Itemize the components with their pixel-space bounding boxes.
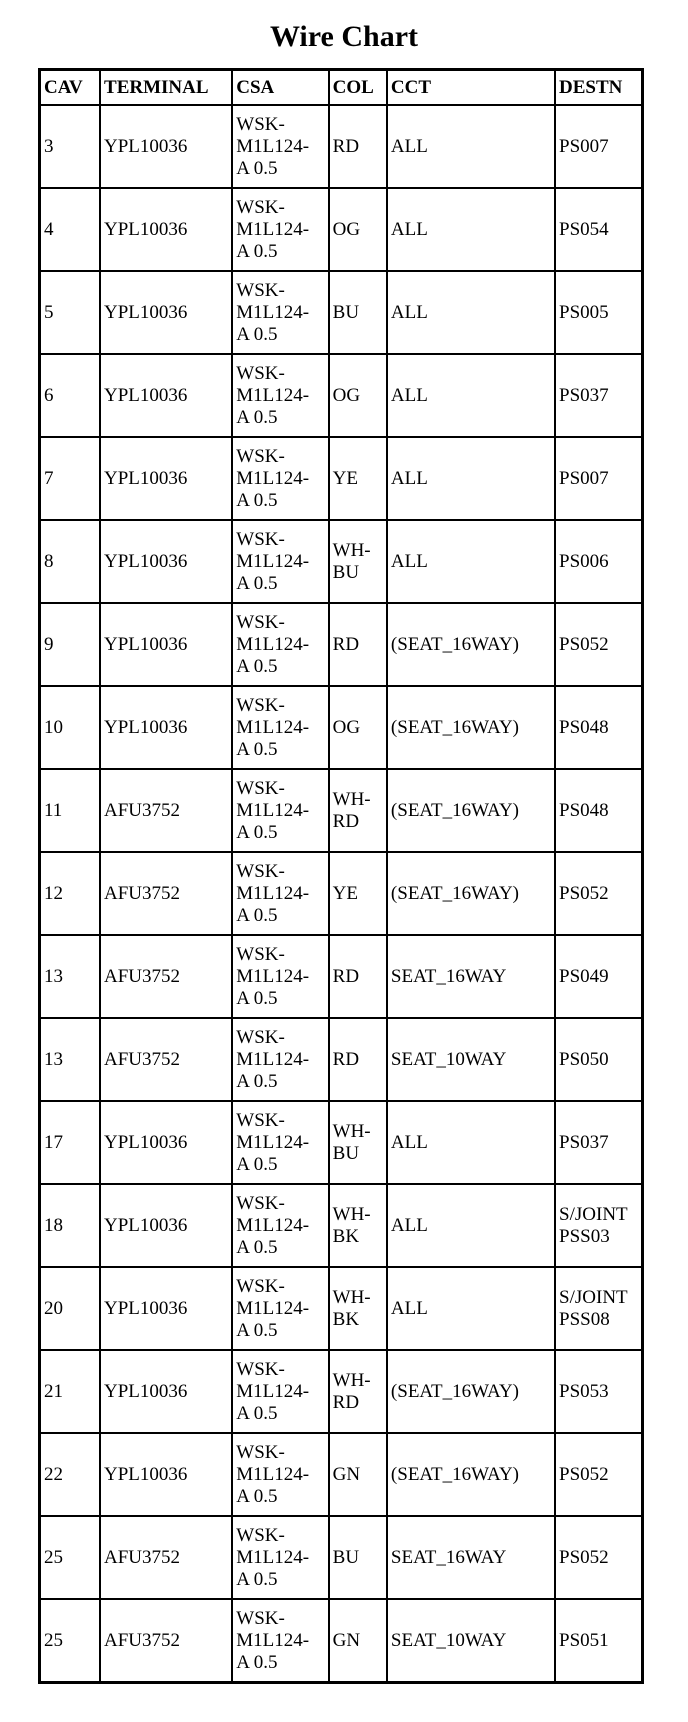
cell-cav: 6 <box>40 354 101 437</box>
cell-terminal: YPL10036 <box>100 1350 232 1433</box>
table-row <box>40 1516 643 1599</box>
cell-cav: 17 <box>40 1101 101 1184</box>
column-header-cav: CAV <box>40 70 101 106</box>
cell-csa: WSK- M1L124- A 0.5 <box>232 1433 328 1516</box>
cell-terminal: YPL10036 <box>100 437 232 520</box>
cell-destn: S/JOINT PSS03 <box>555 1184 642 1267</box>
table-row <box>40 105 643 188</box>
cell-cct: ALL <box>387 188 555 271</box>
table-row <box>40 603 643 686</box>
table-row <box>40 1267 643 1350</box>
cell-csa: WSK- M1L124- A 0.5 <box>232 769 328 852</box>
cell-terminal: YPL10036 <box>100 520 232 603</box>
cell-col: RD <box>329 603 387 686</box>
cell-destn: PS049 <box>555 935 642 1018</box>
cell-destn: PS037 <box>555 1101 642 1184</box>
cell-cct: ALL <box>387 1101 555 1184</box>
cell-cav: 18 <box>40 1184 101 1267</box>
cell-destn: PS050 <box>555 1018 642 1101</box>
column-header-csa: CSA <box>232 70 328 106</box>
cell-terminal: AFU3752 <box>100 852 232 935</box>
cell-terminal: YPL10036 <box>100 1184 232 1267</box>
cell-destn: PS053 <box>555 1350 642 1433</box>
cell-csa: WSK- M1L124- A 0.5 <box>232 603 328 686</box>
cell-destn: PS052 <box>555 1433 642 1516</box>
cell-col: BU <box>329 271 387 354</box>
cell-cav: 12 <box>40 852 101 935</box>
column-header-terminal: TERMINAL <box>100 70 232 106</box>
cell-csa: WSK- M1L124- A 0.5 <box>232 686 328 769</box>
cell-csa: WSK- M1L124- A 0.5 <box>232 188 328 271</box>
cell-cct: (SEAT_16WAY) <box>387 1433 555 1516</box>
cell-destn: PS048 <box>555 686 642 769</box>
column-header-destn: DESTN <box>555 70 642 106</box>
cell-cct: SEAT_16WAY <box>387 1516 555 1599</box>
cell-terminal: AFU3752 <box>100 1516 232 1599</box>
cell-col: YE <box>329 437 387 520</box>
cell-destn: PS007 <box>555 437 642 520</box>
table-row <box>40 1184 643 1267</box>
cell-cct: SEAT_10WAY <box>387 1018 555 1101</box>
cell-destn: PS006 <box>555 520 642 603</box>
cell-destn: PS007 <box>555 105 642 188</box>
cell-csa: WSK- M1L124- A 0.5 <box>232 354 328 437</box>
cell-terminal: YPL10036 <box>100 603 232 686</box>
cell-csa: WSK- M1L124- A 0.5 <box>232 105 328 188</box>
table-row <box>40 1018 643 1101</box>
cell-cct: (SEAT_16WAY) <box>387 686 555 769</box>
cell-cct: ALL <box>387 520 555 603</box>
cell-csa: WSK- M1L124- A 0.5 <box>232 437 328 520</box>
cell-csa: WSK- M1L124- A 0.5 <box>232 520 328 603</box>
cell-cav: 21 <box>40 1350 101 1433</box>
cell-csa: WSK- M1L124- A 0.5 <box>232 1599 328 1683</box>
cell-csa: WSK- M1L124- A 0.5 <box>232 1350 328 1433</box>
cell-cct: ALL <box>387 105 555 188</box>
cell-csa: WSK- M1L124- A 0.5 <box>232 1267 328 1350</box>
table-row <box>40 520 643 603</box>
cell-destn: PS048 <box>555 769 642 852</box>
table-row <box>40 769 643 852</box>
cell-cct: (SEAT_16WAY) <box>387 852 555 935</box>
cell-terminal: YPL10036 <box>100 1433 232 1516</box>
cell-cav: 5 <box>40 271 101 354</box>
cell-col: OG <box>329 354 387 437</box>
table-header-row <box>40 70 643 106</box>
cell-cct: (SEAT_16WAY) <box>387 1350 555 1433</box>
cell-terminal: YPL10036 <box>100 105 232 188</box>
cell-destn: PS005 <box>555 271 642 354</box>
cell-cav: 9 <box>40 603 101 686</box>
cell-destn: PS037 <box>555 354 642 437</box>
cell-cav: 22 <box>40 1433 101 1516</box>
cell-csa: WSK- M1L124- A 0.5 <box>232 935 328 1018</box>
cell-terminal: AFU3752 <box>100 1018 232 1101</box>
cell-col: RD <box>329 105 387 188</box>
cell-terminal: YPL10036 <box>100 686 232 769</box>
cell-cav: 4 <box>40 188 101 271</box>
table-row <box>40 271 643 354</box>
cell-csa: WSK- M1L124- A 0.5 <box>232 1018 328 1101</box>
cell-cct: (SEAT_16WAY) <box>387 769 555 852</box>
table-row <box>40 1433 643 1516</box>
cell-cct: (SEAT_16WAY) <box>387 603 555 686</box>
table-row <box>40 1350 643 1433</box>
column-header-col: COL <box>329 70 387 106</box>
table-row <box>40 852 643 935</box>
table-row <box>40 1599 643 1683</box>
cell-terminal: AFU3752 <box>100 1599 232 1683</box>
cell-csa: WSK- M1L124- A 0.5 <box>232 1516 328 1599</box>
cell-cct: ALL <box>387 1184 555 1267</box>
cell-col: WH- RD <box>329 1350 387 1433</box>
cell-cct: ALL <box>387 1267 555 1350</box>
page-title: Wire Chart <box>269 20 419 53</box>
cell-destn: PS052 <box>555 603 642 686</box>
cell-destn: PS054 <box>555 188 642 271</box>
cell-cav: 13 <box>40 935 101 1018</box>
table-row <box>40 686 643 769</box>
cell-col: OG <box>329 686 387 769</box>
table-row <box>40 354 643 437</box>
cell-terminal: AFU3752 <box>100 769 232 852</box>
cell-cav: 7 <box>40 437 101 520</box>
cell-col: WH- BU <box>329 520 387 603</box>
cell-col: WH- BK <box>329 1267 387 1350</box>
cell-terminal: YPL10036 <box>100 1267 232 1350</box>
cell-terminal: YPL10036 <box>100 1101 232 1184</box>
wire-chart-container <box>38 68 688 1684</box>
cell-terminal: YPL10036 <box>100 271 232 354</box>
cell-destn: PS051 <box>555 1599 642 1683</box>
cell-cav: 13 <box>40 1018 101 1101</box>
cell-col: BU <box>329 1516 387 1599</box>
table-row <box>40 1101 643 1184</box>
cell-cav: 20 <box>40 1267 101 1350</box>
cell-col: OG <box>329 188 387 271</box>
cell-col: YE <box>329 852 387 935</box>
cell-terminal: YPL10036 <box>100 354 232 437</box>
cell-col: WH- BU <box>329 1101 387 1184</box>
table-row <box>40 437 643 520</box>
cell-cct: ALL <box>387 354 555 437</box>
cell-cav: 25 <box>40 1516 101 1599</box>
cell-csa: WSK- M1L124- A 0.5 <box>232 852 328 935</box>
cell-col: RD <box>329 935 387 1018</box>
table-row <box>40 935 643 1018</box>
cell-csa: WSK- M1L124- A 0.5 <box>232 1184 328 1267</box>
cell-csa: WSK- M1L124- A 0.5 <box>232 1101 328 1184</box>
cell-cct: SEAT_16WAY <box>387 935 555 1018</box>
table-row <box>40 188 643 271</box>
cell-col: GN <box>329 1433 387 1516</box>
cell-terminal: YPL10036 <box>100 188 232 271</box>
cell-cav: 3 <box>40 105 101 188</box>
cell-cav: 10 <box>40 686 101 769</box>
cell-destn: S/JOINT PSS08 <box>555 1267 642 1350</box>
cell-cav: 11 <box>40 769 101 852</box>
cell-csa: WSK- M1L124- A 0.5 <box>232 271 328 354</box>
cell-cct: SEAT_10WAY <box>387 1599 555 1683</box>
cell-col: WH- BK <box>329 1184 387 1267</box>
cell-cav: 8 <box>40 520 101 603</box>
cell-cct: ALL <box>387 271 555 354</box>
cell-cav: 25 <box>40 1599 101 1683</box>
cell-col: RD <box>329 1018 387 1101</box>
cell-cct: ALL <box>387 437 555 520</box>
cell-destn: PS052 <box>555 852 642 935</box>
cell-destn: PS052 <box>555 1516 642 1599</box>
cell-col: GN <box>329 1599 387 1683</box>
column-header-cct: CCT <box>387 70 555 106</box>
cell-col: WH- RD <box>329 769 387 852</box>
cell-terminal: AFU3752 <box>100 935 232 1018</box>
wire-chart-table <box>38 68 644 1684</box>
